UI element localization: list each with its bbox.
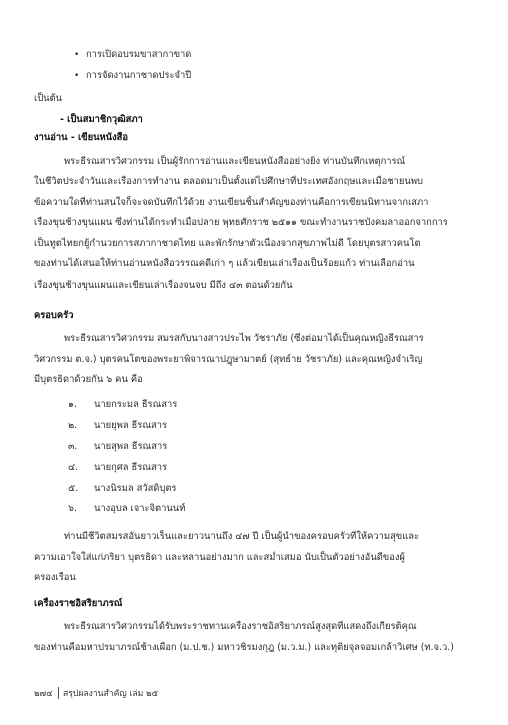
pending-text: เป็นต้น [34,93,63,104]
membership-item: - เป็นสมาชิกวุฒิสภา [60,114,143,125]
paragraph-line: ของท่านคือมหาปรมาภรณ์ช้างเผือก (ม.ป.ช.) มหาวชิรมงกุฎ (ม.ว.ม.) และทุติยจุลจอมเกล้าวิเศษ (ท.จ.ว.) [34,642,454,653]
paragraph-line: เรื่องขุนช้างขุนแผน ซึ่งท่านได้กระทำเมื่อปลาย พุทธศักราช ๒๕๑๑ ขณะทำงานราชบังคมลาออกจากการ [34,217,448,228]
child-name: นายกุศล ธีรณสาร [94,462,167,473]
child-number: ๕. [68,483,79,494]
paragraph-line: ท่านมีชีวิตสมรสอันยาวเร็นและยาวนานถึง ๔๗ ปี เป็นผู้นำของครอบครัวที่ให้ความสุขและ [64,531,420,542]
paragraph-line: พระธีรณสารวิศวกรรมได้รับพระราชทานเครื่องราชอิสริยาภรณ์สูงสุดที่แสดงถึงเกียรติคุณ [64,621,417,632]
page-number: ๒๗๔ [34,689,53,699]
paragraph-line: มีบุตรธิดาด้วยกัน ๖ คน คือ [34,374,143,385]
bullet-marker: • [74,50,80,60]
publication-title: สรุปผลงานสำคัญ เล่ม ๒๕ [63,689,159,699]
child-number: ๒. [68,420,78,431]
child-number: ๓. [68,441,78,452]
child-name: นายยุพล ธีรณสาร [94,420,168,431]
child-name: นางนิรมล สวัสดิบุตร [94,483,177,494]
bullet-marker: • [74,71,80,81]
paragraph-line: ข้อความใดที่ท่านสนใจก็จะจดบันทึกไว้ด้วย งานเขียนชิ้นสำคัญของท่านคือการเขียนนิทานจากเสภา [34,197,429,208]
section-heading-family: ครอบครัว [34,310,74,321]
child-number: ๔. [68,462,79,473]
bullet-item-2: การจัดงานกาชาดประจำปี [86,70,192,81]
footer-divider [58,687,59,699]
paragraph-line: วิศวกรรม ต.จ.) บุตรคนโตของพระยาพิจารณาปฎุษามาตย์ (สุทธ์าย วัชราภัย) และคุณหญิงจำเริญ [34,354,423,365]
paragraph-line: เป็นทูตไทยกยู้กำนวยการสภากาชาดไทย และพักรักษาตัวเนื่องจากสุขภาพไม่ดี โดยบุตรสาวคนโต [34,238,421,249]
paragraph-line: เรื่องขุนช้างขุนแผนและเขียนเล่าเรื่องจนจบ มีถึง ๔๓ ตอนด้วยกัน [34,280,293,291]
paragraph-line: พระธีรณสารวิศวกรรม สมรสกับนางสาวประไพ วัชราภัย (ซึ่งต่อมาได้เป็นคุณหญิงธีรณสาร [64,333,424,344]
section-heading-decorations: เครื่องราชอิสริยาภรณ์ [34,598,123,609]
bullet-item-1: การเปิดอบรมขาสากาขาด [86,49,192,60]
paragraph-line: ของท่านได้เสนอให้ท่านอ่านหนังสือวรรณคดีเก่า ๆ แล้วเขียนเล่าเรื่องเป็นร้อยแก้ว ท่านเลือกอ่าน [34,258,415,269]
child-name: นายกระมล ธีรณสาร [94,399,178,410]
child-name: นายสุพล ธีรณสาร [94,441,168,452]
child-name: นางอุบล เจาะจิตานนท์ [94,503,186,514]
child-number: ๑. [68,399,77,410]
paragraph-line: ครองเรือน [34,572,76,583]
paragraph-line: ความเอาใจใส่แก่ภริยา บุตรธิดา และหลานอย่างมาก และสม่ำเสมอ นับเป็นตัวอย่างอันดีของผู้ [34,552,405,563]
section-heading-writing: งานอ่าน - เขียนหนังสือ [34,132,129,143]
child-number: ๖. [68,503,77,514]
paragraph-line: ในชีวิตประจำวันและเรื่องการทำงาน ตลอดมาเป็นตั้งแต่ไปศึกษาที่ประเทศอังกฤษและเมื่อชายนพบ [34,176,423,187]
paragraph-line: พระธีรณสารวิศวกรรม เป็นผู้รักการอ่านและเขียนหนังสืออย่างยิ่ง ท่านบันทึกเหตุการณ์ [64,156,406,167]
